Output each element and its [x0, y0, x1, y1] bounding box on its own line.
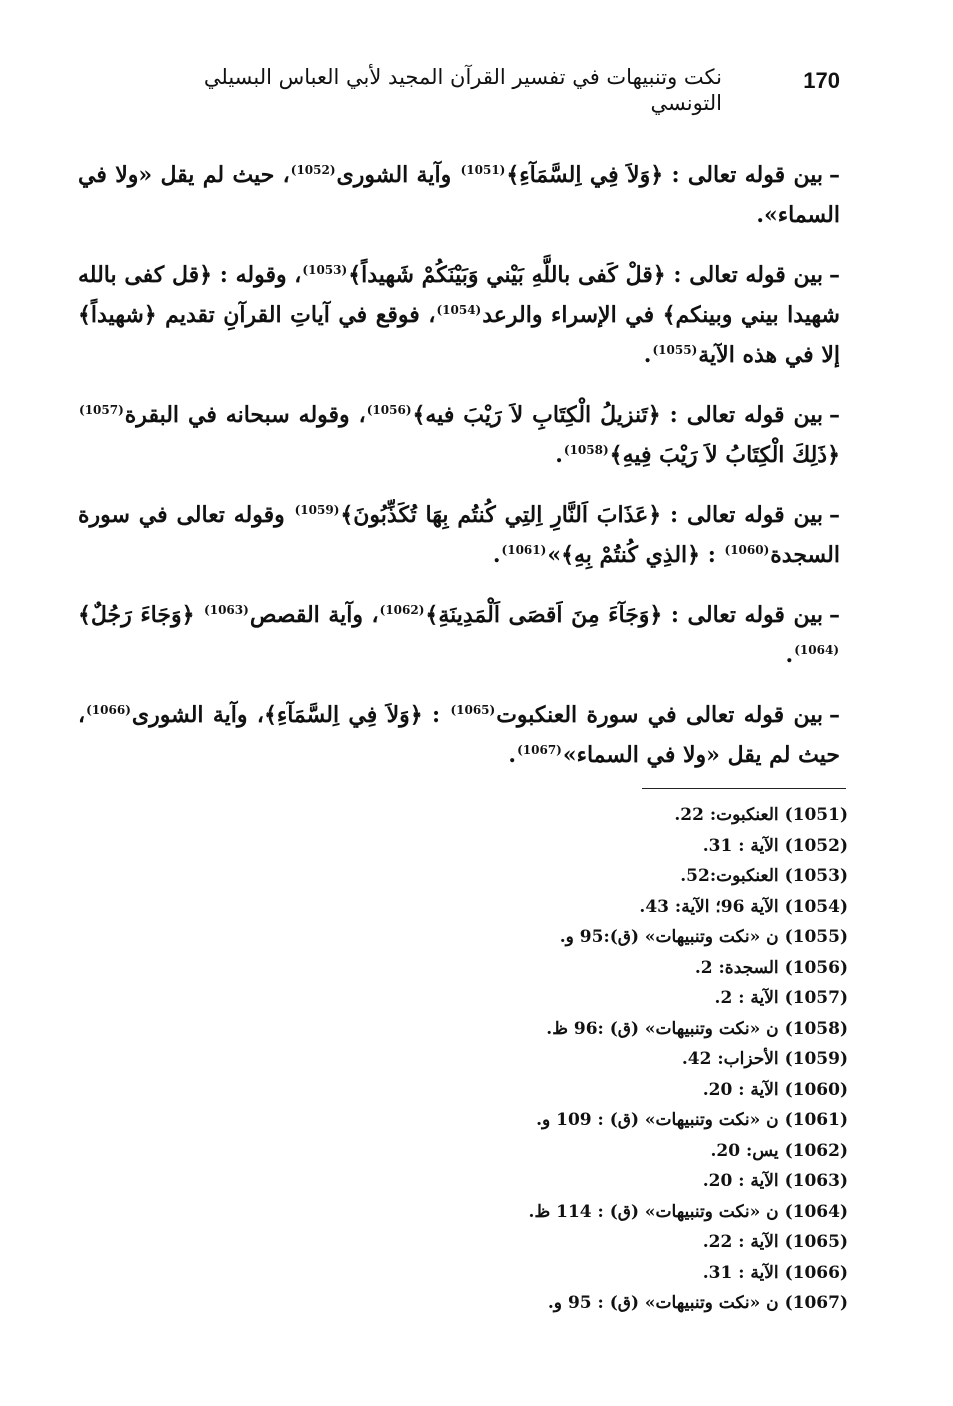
entry-text: بين قوله تعالى في سورة العنكبوت [496, 702, 823, 728]
footnote-item: (1056) السجدة: 2. [694, 957, 848, 978]
entry-text: . [643, 342, 652, 368]
entry-text: بين قوله تعالى : ﴿عَذَابَ اَلنَّارِ اِلتِي كُنتُم بِهَا تُكَذِّبُونَ﴾ [340, 502, 823, 528]
entry-text: . [555, 442, 563, 468]
entry-paragraph [78, 155, 840, 235]
running-title: نكت وتنبيهات في تفسير القرآن المجيد لأبي العباس البسيلي التونسي [203, 65, 722, 115]
entry-text: ، حيث لم يقل «ولا في السماء» [78, 702, 840, 768]
footnote-item: (1052) الآية : 31. [702, 835, 848, 856]
main-text [78, 155, 840, 775]
entry-text: وآية الشورى [336, 162, 460, 188]
entry-dash: – [829, 262, 841, 288]
footnote-item: (1059) الأحزاب: 42. [681, 1049, 848, 1069]
entry-paragraph [78, 495, 840, 575]
footnote-item: (1064) ن «نكت وتنبيهات» (ق) : 114 ظ. [528, 1201, 848, 1222]
footnote-ref: (1060) [724, 542, 770, 557]
footnote-ref: (1051) [460, 162, 506, 177]
entry-dash: – [828, 502, 840, 528]
footnote-ref: (1052) [290, 162, 336, 177]
footnote-ref: (1062) [379, 602, 425, 617]
footnote-item: (1053) العنكبوت:52. [680, 866, 848, 886]
entry-text: : ﴿الذِي كُنتُمْ بِهِ﴾» [547, 542, 724, 568]
footnote-ref: (1058) [563, 442, 609, 457]
footnote-ref: (1067) [517, 742, 562, 757]
entry-paragraph [78, 595, 840, 675]
entry-paragraph [78, 395, 840, 475]
footnote-item: (1066) الآية : 31. [702, 1262, 848, 1283]
footnote-item: (1062) يس: 20. [710, 1140, 848, 1161]
entry-text: ، وقوله : ﴿قل كفى بالله شهيدا بيني وبينكم﴾ في الإسراء والرعد [78, 262, 840, 328]
entry-text: . [785, 642, 794, 668]
footnote-item: (1067) ن «نكت وتنبيهات» (ق) : 95 و. [547, 1293, 848, 1313]
entry-text: بين قوله تعالى : ﴿وَلاَ فِي اِلسَّمَآءِ﴾ [506, 162, 824, 188]
entry-text: . [508, 742, 517, 768]
footnote-item: (1058) ن «نكت وتنبيهات» (ق) :96 ظ. [546, 1018, 848, 1039]
entry-text: بين قوله تعالى : ﴿تَنزيلُ الْكِتَابِ لاَ رَيْبَ فيه﴾ [412, 402, 823, 428]
footnote-ref: (1054) [436, 302, 482, 317]
entry-dash: – [829, 162, 841, 188]
entry-text: ، وقوله سبحانه في البقرة [124, 402, 366, 428]
entry-text: ، فوقع في آياتِ القرآنِ تقديم ﴿شهيداً﴾ إلا في هذه الآية [78, 302, 840, 368]
footnote-ref: (1063) [204, 602, 249, 617]
entry-text: ، حيث لم يقل «ولا في السماء». [78, 162, 840, 228]
entry-text: بين قوله تعالى : ﴿وَجَآءَ مِنَ اَقصَى اَلْمَدِينَةِ﴾ [425, 602, 823, 628]
footnote-ref: (1055) [652, 342, 698, 357]
footnotes-list [400, 800, 848, 1319]
footnote-ref: (1064) [794, 642, 839, 657]
footnote-separator [642, 788, 846, 789]
entry-paragraph [78, 255, 840, 375]
footnote-item: (1061) ن «نكت وتنبيهات» (ق) : 109 و. [536, 1110, 848, 1130]
footnote-item: (1054) الآية 96؛ الآية: 43. [639, 896, 848, 917]
entry-text: بين قوله تعالى : ﴿قلْ كَفى باللَّهِ بَيْني وَبَيْنَكُمْ شَهيداً﴾ [348, 262, 824, 288]
entry-dash: – [829, 702, 840, 728]
page-number: 170 [803, 68, 840, 93]
footnote-item: (1051) العنكبوت: 22. [674, 805, 848, 825]
entry-text: ، وآية القصص [249, 602, 379, 628]
entry-text: . [492, 542, 501, 568]
page-header [150, 64, 840, 114]
footnote-ref: (1059) [294, 502, 340, 517]
entry-text: ﴿وَجَاءَ رَجُلٌ﴾ [78, 602, 204, 628]
footnote-item: (1065) الآية : 22. [702, 1232, 848, 1252]
footnote-item: (1055) ن «نكت وتنبيهات» (ق):95 و. [559, 927, 848, 947]
footnote-ref: (1056) [366, 402, 412, 417]
footnote-ref: (1065) [450, 702, 496, 717]
entry-dash: – [829, 402, 840, 428]
footnote-item: (1063) الآية : 20. [702, 1171, 848, 1191]
footnote-ref: (1061) [501, 542, 547, 557]
entry-text: ﴿ذَلِكَ الْكِتَابُ لاَ رَيْبَ فِيهِ﴾ [609, 442, 840, 468]
footnote-ref: (1053) [302, 262, 348, 277]
entry-dash: – [829, 602, 840, 628]
entry-text: وقوله تعالى في سورة السجدة [78, 502, 840, 568]
footnote-ref: (1066) [86, 702, 131, 717]
entry-text: : ﴿وَلاَ فِي اِلسَّمَآءِ﴾، وآية الشورى [131, 702, 450, 728]
footnote-item: (1060) الآية : 20. [702, 1079, 848, 1100]
entry-paragraph [78, 695, 840, 775]
footnote-ref: (1057) [79, 402, 124, 417]
footnote-item: (1057) الآية : 2. [714, 988, 848, 1008]
